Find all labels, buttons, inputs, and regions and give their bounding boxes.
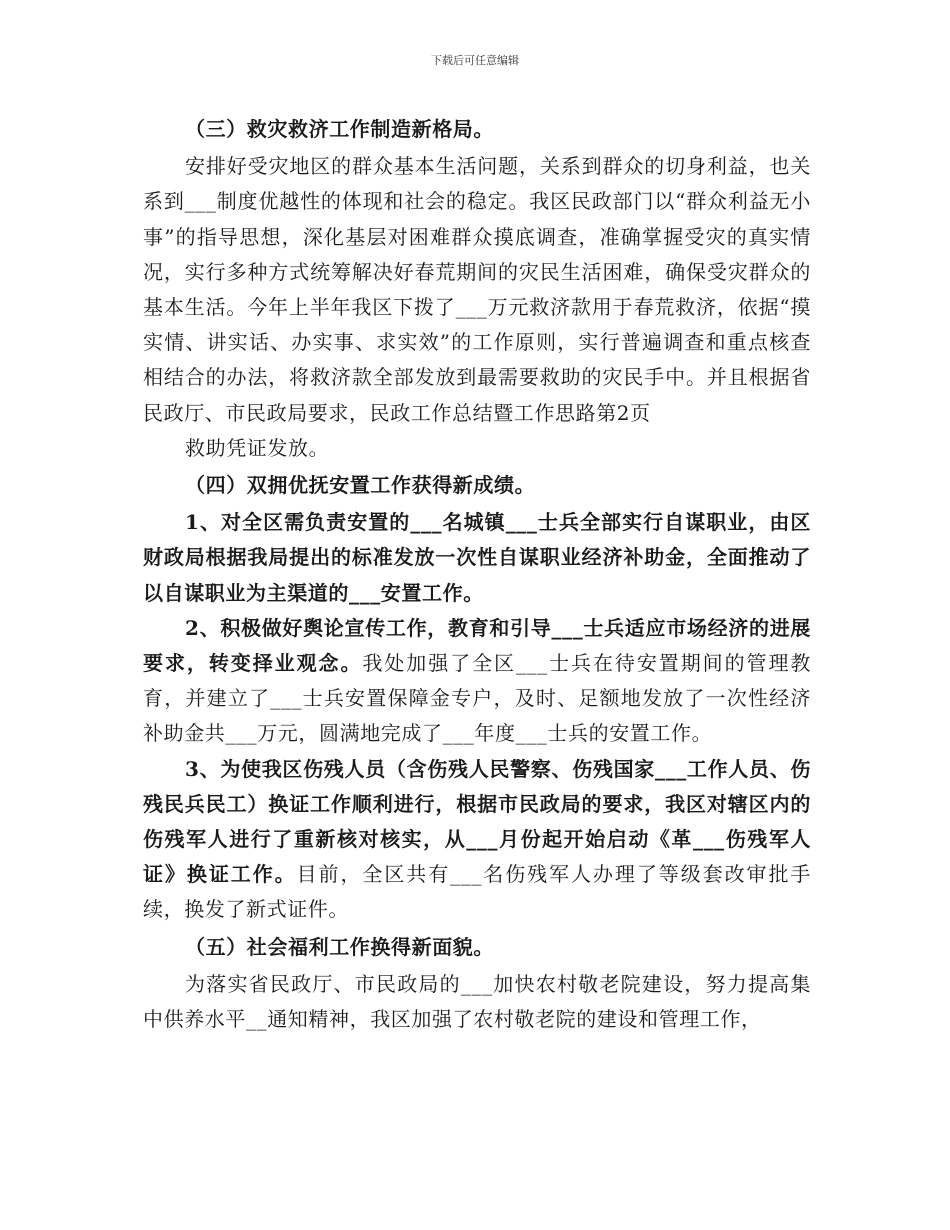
paragraph-relief-voucher: 救助凭证发放。 (185, 435, 330, 460)
section-heading-5: （五）社会福利工作换得新面貌。 (185, 934, 494, 959)
list-item-2 (143, 611, 811, 752)
paragraph-disaster-relief: 安排好受灾地区的群众基本生活问题，关系到群众的切身利益，也关系到___制度优越性的体现和社会的稳定。我区民政部门以“群众利益无小事”的指导思想，深化基层对困难群众摸底调查，准确掌握受灾的真实情况，实行多种方式统筹解决好春荒期间的灾民生活困难，确保受灾群众的基本生活。今年上半年我区下拨了___万元救济款用于春荒救济，依据“摸实情、讲实话、办实事、求实效”的工作原则，实行普遍调查和重点核查相结合的办法，将救济款全部发放到最需要救助的灾民手中。并且根据省民政厅、市民政局要求，民政工作总结暨工作思路第2页 (143, 154, 811, 425)
list-item-3-lead: 3、为使我区伤残人员（含伤残人民警察、伤残国家___工作人员、伤残民兵民工）换证工作顺利进行，根据市民政局的要求，我区对辖区内的伤残军人进行了重新核对核实，从___月份起开始启动《革___伤残军人证》换证工作。 (143, 756, 811, 887)
paragraph-social-welfare: 为落实省民政厅、市民政局的___加快农村敬老院建设，努力提高集中供养水平__通知精神，我区加强了农村敬老院的建设和管理工作， (143, 971, 811, 1032)
document-body (143, 112, 811, 1037)
page-header: 下载后可任意编辑 (431, 54, 519, 67)
list-item-2-lead: 2、积极做好舆论宣传工作，教育和引导___士兵适应市场经济的进展要求，转变择业观念。 (143, 615, 811, 676)
list-item-3-body: 目前，全区共有___名伤残军人办理了等级套改审批手续，换发了新式证件。 (143, 862, 812, 922)
list-item-3 (143, 752, 811, 928)
list-item-1: 1、对全区需负责安置的___名城镇___士兵全部实行自谋职业，由区财政局根据我局提出的标准发放一次性自谋职业经济补助金，全面推动了以自谋职业为主渠道的___安置工作。 (143, 510, 811, 605)
section-heading-4: （四）双拥优抚安置工作获得新成绩。 (185, 473, 536, 498)
section-heading-3: （三）救灾救济工作制造新格局。 (185, 117, 494, 141)
list-item-2-body: 我处加强了全区___士兵在待安置期间的管理教育，并建立了___士兵安置保障金专户，及时、足额地发放了一次性经济补助金共___万元，圆满地完成了___年度___士兵的安置工作。 (143, 651, 812, 746)
